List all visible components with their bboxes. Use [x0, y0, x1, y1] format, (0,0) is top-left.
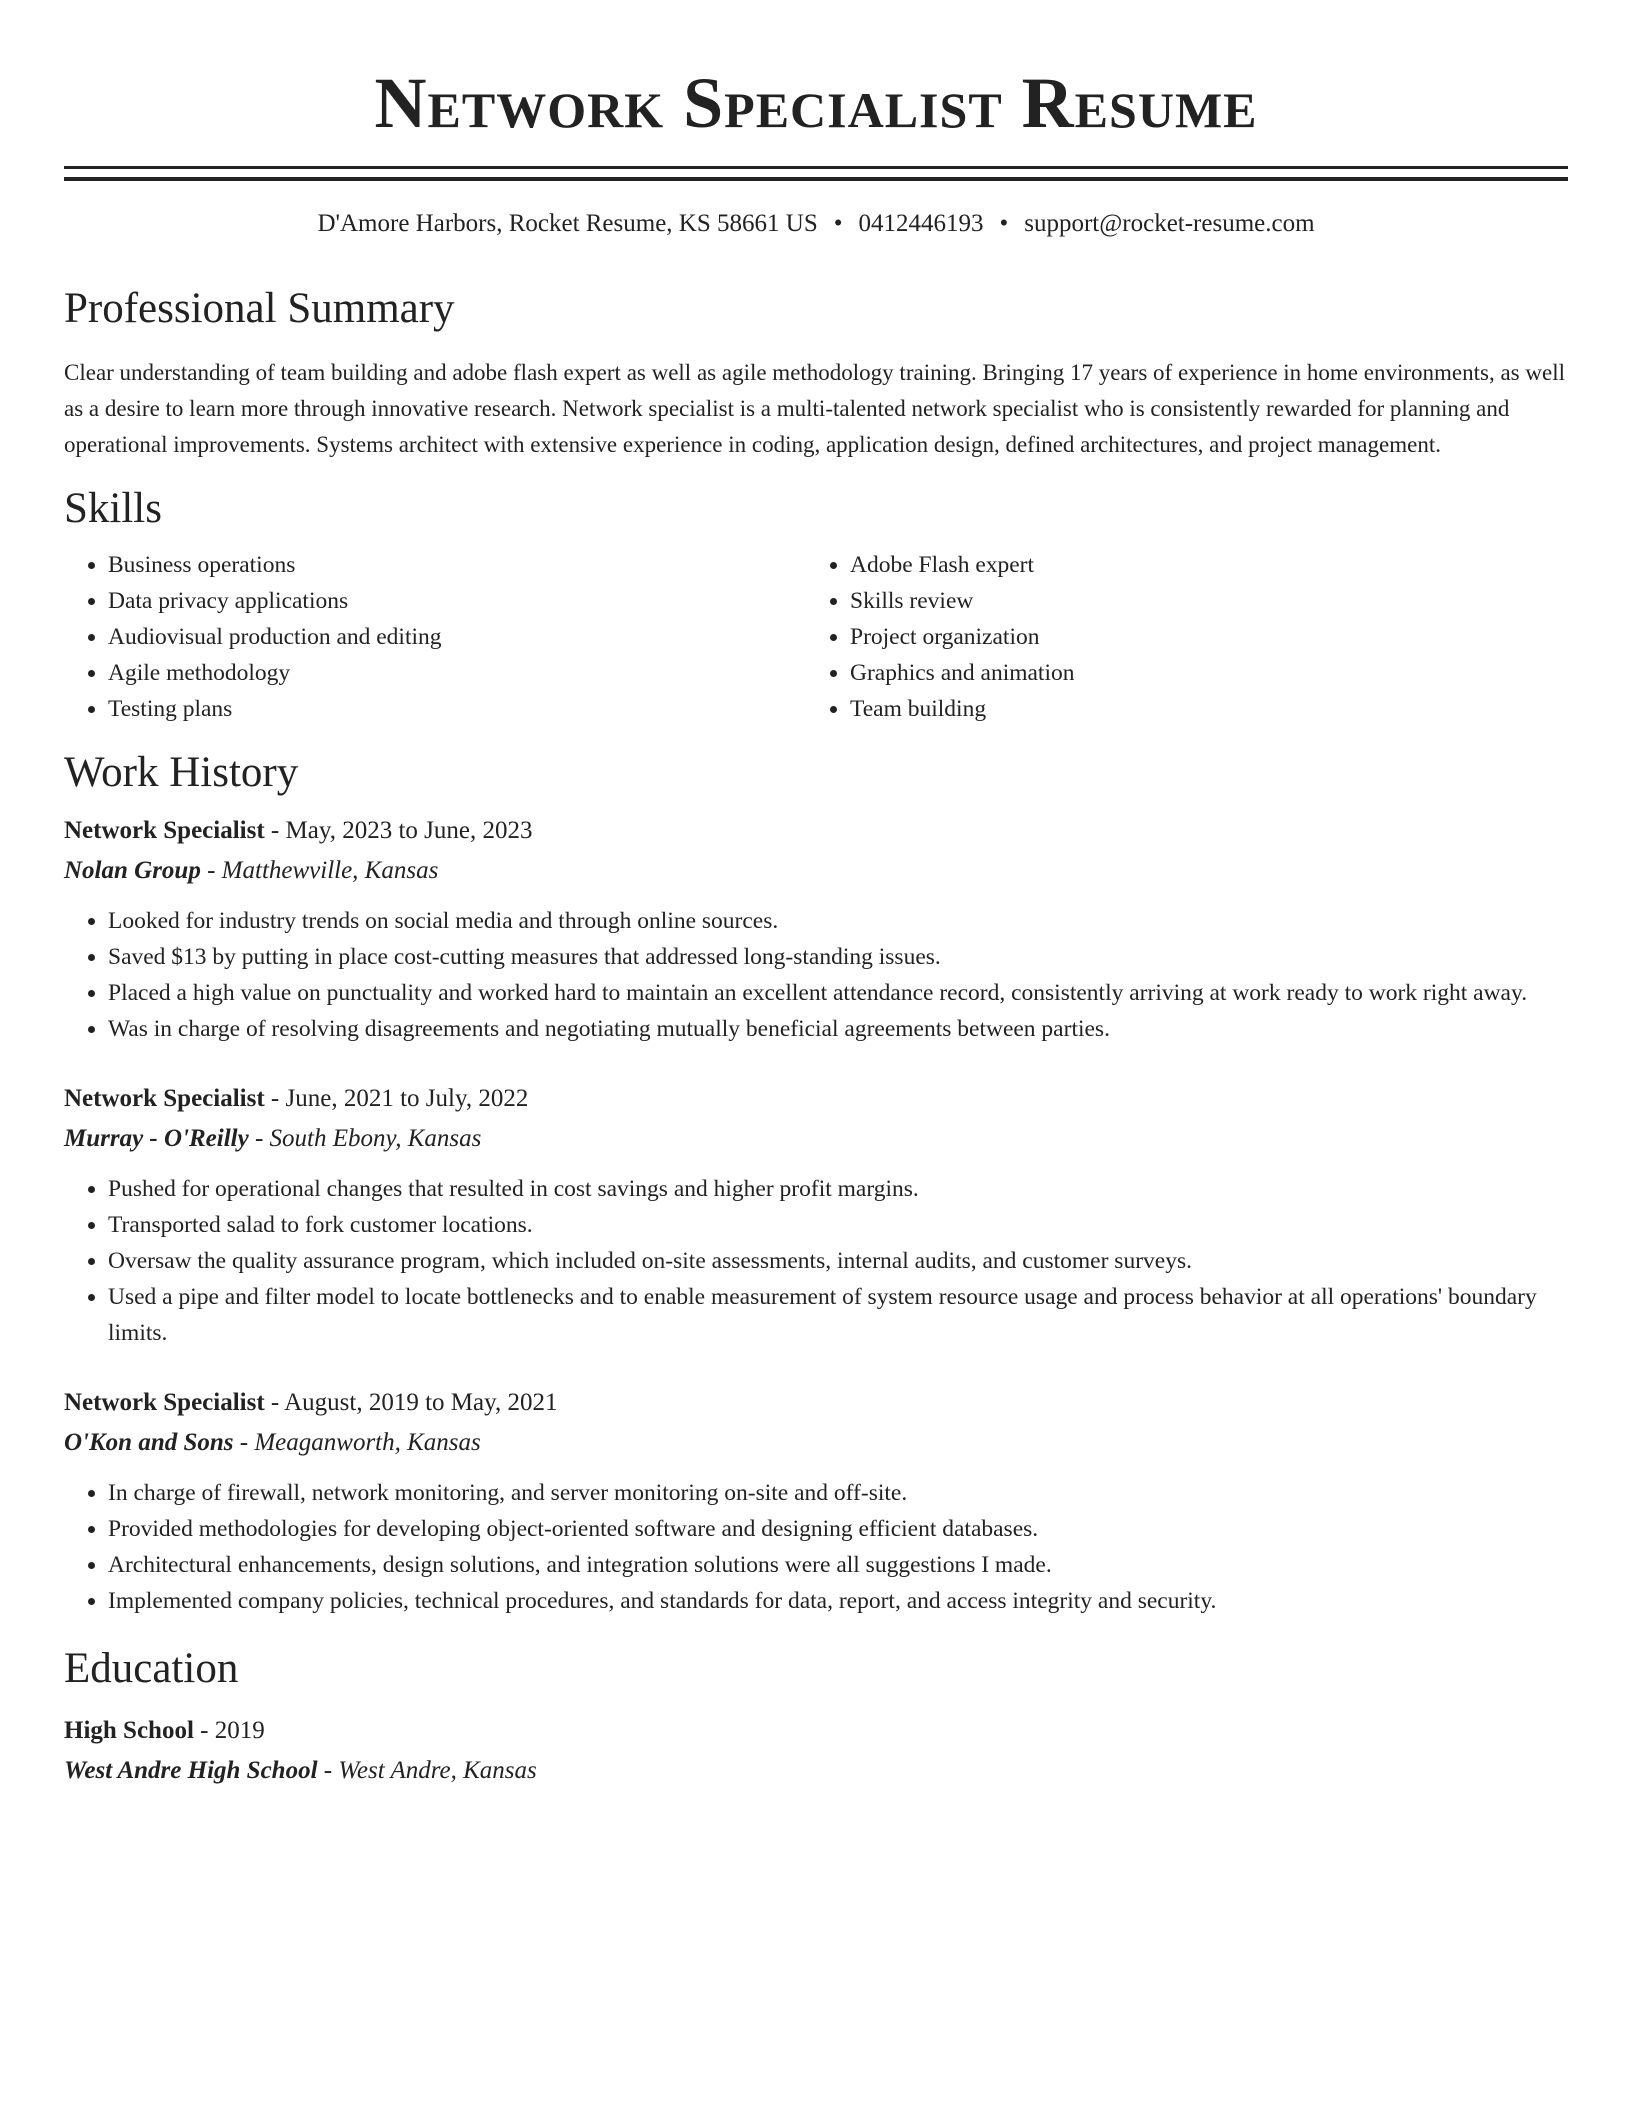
education-school: West Andre High School	[64, 1757, 318, 1784]
skill-item: • Agile methodology	[108, 655, 806, 691]
job-company: Nolan Group	[64, 857, 201, 884]
education-school-line	[64, 1751, 1568, 1791]
education-location: - West Andre, Kansas	[317, 1757, 537, 1784]
job-bullets	[64, 1475, 1568, 1619]
section-heading-education: Education	[64, 1645, 239, 1692]
contact-separator: •	[833, 210, 843, 237]
job-company-line	[64, 1423, 1568, 1463]
section-heading-work-history: Work History	[64, 749, 299, 796]
job-bullet: • Saved $13 by putting in place cost-cutting measures that addressed long-standing issues.	[108, 939, 1568, 975]
skill-item: • Audiovisual production and editing	[108, 619, 806, 655]
contact-separator: •	[999, 210, 1009, 237]
job-company: Murray - O'Reilly	[64, 1125, 249, 1152]
job-dates: - August, 2019 to May, 2021	[264, 1389, 558, 1416]
skills-list-left	[64, 547, 806, 727]
contact-address: D'Amore Harbors, Rocket Resume, KS 58661 US	[317, 210, 818, 237]
job-bullet: • Used a pipe and filter model to locate bottlenecks and to enable measurement of system resource usage and process behavior at all operations' boundary limits.	[108, 1279, 1568, 1351]
education-degree-line	[64, 1711, 1568, 1751]
job-bullet: • Oversaw the quality assurance program, which included on-site assessments, internal audits, and customer surveys.	[108, 1243, 1568, 1279]
job-bullet: • Pushed for operational changes that resulted in cost savings and higher profit margins.	[108, 1171, 1568, 1207]
job-title-line	[64, 811, 1568, 851]
job-bullet: • In charge of firewall, network monitoring, and server monitoring on-site and off-site.	[108, 1475, 1568, 1511]
title-double-rule	[64, 166, 1568, 181]
section-heading-summary: Professional Summary	[64, 285, 455, 332]
job-title-line	[64, 1079, 1568, 1119]
skill-item: • Graphics and animation	[850, 655, 1548, 691]
job-bullet: • Transported salad to fork customer locations.	[108, 1207, 1568, 1243]
job-location: - South Ebony, Kansas	[248, 1125, 482, 1152]
skill-item: • Project organization	[850, 619, 1548, 655]
job-bullets	[64, 1171, 1568, 1351]
section-heading-skills: Skills	[64, 485, 162, 532]
job-title: Network Specialist	[64, 1389, 265, 1416]
contact-phone: 0412446193	[858, 210, 984, 237]
resume-title: Network Specialist Resume	[374, 63, 1258, 143]
job-title: Network Specialist	[64, 817, 265, 844]
education-degree: High School	[64, 1717, 194, 1744]
job-bullet: • Architectural enhancements, design solutions, and integration solutions were all suggestions I made.	[108, 1547, 1568, 1583]
job-entry	[64, 811, 1568, 1047]
job-bullets	[64, 903, 1568, 1047]
summary-text: Clear understanding of team building and adobe flash expert as well as agile methodology training. Bringing 17 years of experience in home environments, as well as a desire to learn more through innovative research. Network specialist is a multi-talented network specialist who is consistently rewarded for planning and operational improvements. Systems architect with extensive experience in coding, application design, defined architectures, and project management.	[64, 360, 1565, 457]
skill-item: • Business operations	[108, 547, 806, 583]
resume-page	[64, 0, 1568, 1791]
education-entry	[64, 1711, 1568, 1791]
job-bullet: • Was in charge of resolving disagreements and negotiating mutually beneficial agreements between parties.	[108, 1011, 1568, 1047]
skills-list-right	[806, 547, 1548, 727]
job-bullet: • Implemented company policies, technical procedures, and standards for data, report, and access integrity and security.	[108, 1583, 1568, 1619]
contact-email: support@rocket-resume.com	[1024, 210, 1315, 237]
job-company: O'Kon and Sons	[64, 1429, 234, 1456]
job-company-line	[64, 1119, 1568, 1159]
skill-item: • Testing plans	[108, 691, 806, 727]
job-entry	[64, 1383, 1568, 1619]
skill-item: • Skills review	[850, 583, 1548, 619]
job-company-line	[64, 851, 1568, 891]
job-entry	[64, 1079, 1568, 1351]
job-title-line	[64, 1383, 1568, 1423]
skill-item: • Data privacy applications	[108, 583, 806, 619]
job-bullet: • Placed a high value on punctuality and worked hard to maintain an excellent attendance record, consistently arriving at work ready to work right away.	[108, 975, 1568, 1011]
skills-grid	[64, 547, 1568, 727]
contact-line	[64, 207, 1568, 241]
job-location: - Matthewville, Kansas	[200, 857, 439, 884]
job-bullet: • Looked for industry trends on social media and through online sources.	[108, 903, 1568, 939]
job-dates: - June, 2021 to July, 2022	[264, 1085, 529, 1112]
skill-item: • Team building	[850, 691, 1548, 727]
skill-item: • Adobe Flash expert	[850, 547, 1548, 583]
job-title: Network Specialist	[64, 1085, 265, 1112]
education-year: - 2019	[193, 1717, 265, 1744]
job-location: - Meaganworth, Kansas	[233, 1429, 481, 1456]
job-dates: - May, 2023 to June, 2023	[264, 817, 533, 844]
job-bullet: • Provided methodologies for developing object-oriented software and designing efficient databases.	[108, 1511, 1568, 1547]
